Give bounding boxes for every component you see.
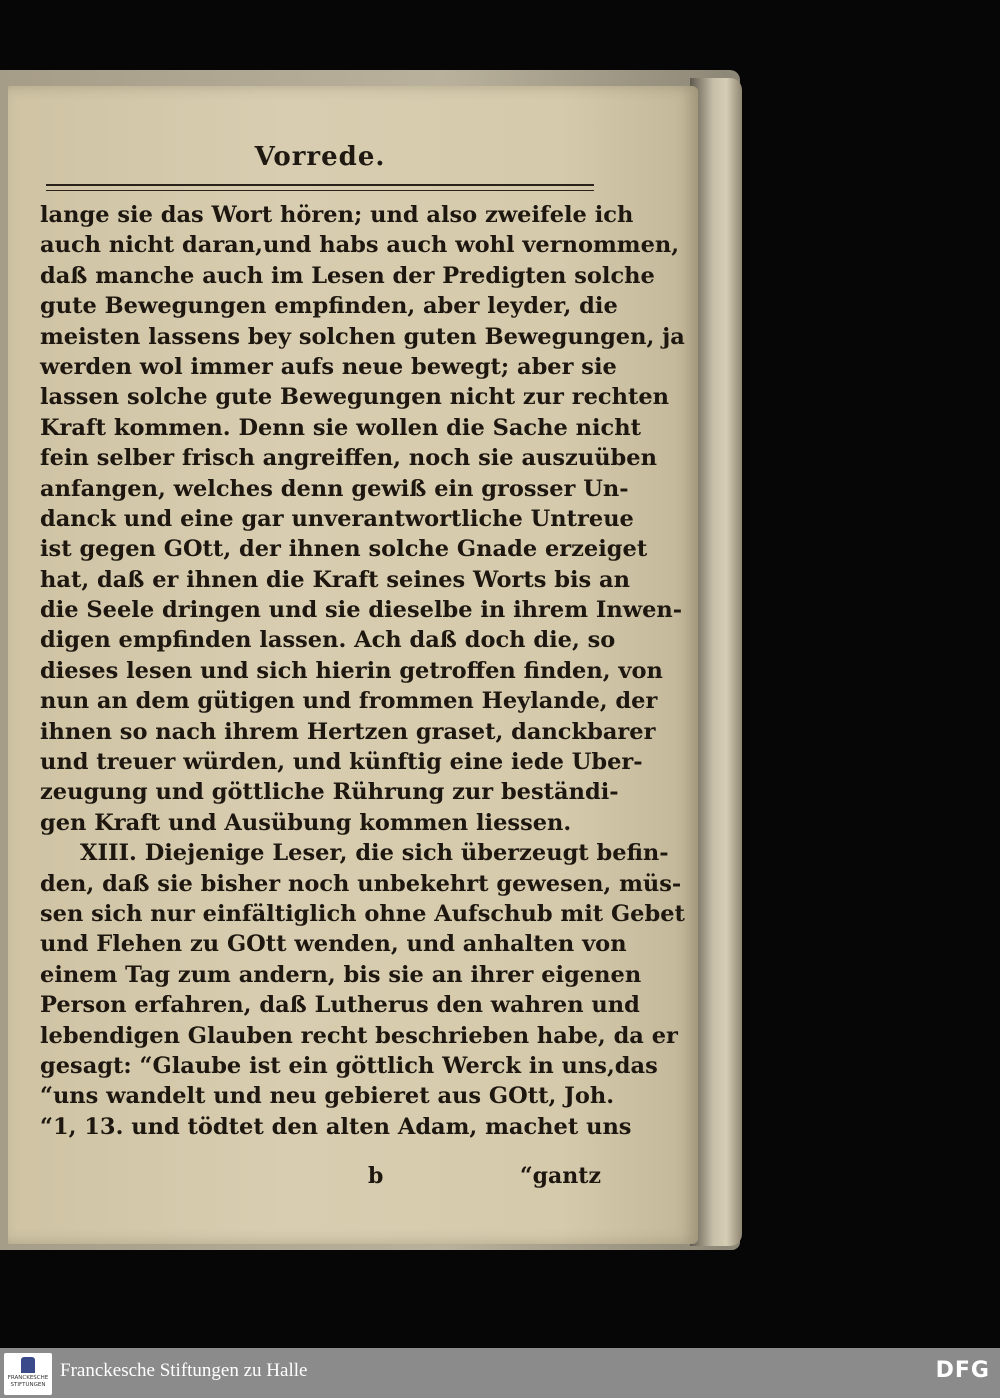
text-line: nun an dem gütigen und frommen Heylande, der: [40, 688, 658, 715]
text-line: fein selber frisch angreiffen, noch sie auszuüben: [40, 445, 657, 472]
text-line: meisten lassens bey solchen guten Bewegungen, ja: [40, 323, 685, 350]
text-line: auch nicht daran,und habs auch wohl vernommen,: [40, 232, 680, 259]
text-line: den, daß sie bisher noch unbekehrt gewesen, müs-: [40, 870, 682, 897]
text-line: Kraft kommen. Denn sie wollen die Sache nicht: [40, 414, 641, 441]
text-line: dieses lesen und sich hierin getroffen finden, von: [40, 657, 663, 684]
text-line: zeugung und göttliche Rührung zur beständi-: [40, 779, 619, 806]
text-line: und treuer würden, und künftig eine iede Uber-: [40, 749, 643, 776]
text-line: hat, daß er ihnen die Kraft seines Worts bis an: [40, 566, 630, 593]
text-line: ihnen so nach ihrem Hertzen graset, danckbarer: [40, 718, 656, 745]
institution-logo[interactable]: [4, 1353, 52, 1395]
text-line: daß manche auch im Lesen der Predigten solche: [40, 262, 655, 289]
text-line: lassen solche gute Bewegungen nicht zur rechten: [40, 384, 670, 411]
running-head: Vorrede.: [254, 142, 386, 172]
text-line: ist gegen GOtt, der ihnen solche Gnade erzeiget: [40, 536, 648, 563]
text-line: digen empfinden lassen. Ach daß doch die, so: [40, 627, 616, 654]
text-line: lange sie das Wort hören; und also zweifele ich: [40, 202, 634, 228]
text-line: gesagt: “Glaube ist ein göttlich Werck in uns,das: [40, 1052, 658, 1079]
institution-name[interactable]: Franckesche Stiftungen zu Halle: [60, 1360, 308, 1381]
text-line: die Seele dringen und sie dieselbe in ihrem Inwen-: [40, 597, 683, 624]
text-line: Person erfahren, daß Lutherus den wahren und: [40, 992, 640, 1019]
dfg-logo[interactable]: DFG: [935, 1358, 990, 1383]
text-line: sen sich nur einfältiglich ohne Aufschub mit Gebet: [40, 900, 685, 927]
logo-text: FRANCKESCHE STIFTUNGEN: [7, 1375, 49, 1388]
text-line: “1, 13. und tödtet den alten Adam, machet uns: [40, 1113, 632, 1140]
text-line: einem Tag zum andern, bis sie an ihrer eigenen: [40, 961, 642, 988]
text-line: lebendigen Glauben recht beschrieben habe, da er: [40, 1022, 678, 1049]
text-line: danck und eine gar unverantwortliche Untreue: [40, 505, 634, 532]
footer-bar: [0, 1348, 1000, 1398]
text-line: gen Kraft und Ausübung kommen liessen.: [40, 809, 572, 836]
building-icon: [21, 1357, 35, 1373]
text-line: gute Bewegungen empfinden, aber leyder, die: [40, 293, 618, 320]
body-text: [40, 200, 685, 1142]
text-line: und Flehen zu GOtt wenden, und anhalten von: [40, 931, 627, 958]
text-line: “uns wandelt und neu gebieret aus GOtt, Joh.: [40, 1083, 615, 1110]
signature-mark: b: [368, 1163, 384, 1189]
text-line: werden wol immer aufs neue bewegt; aber sie: [40, 353, 617, 380]
text-line: XIII. Diejenige Leser, die sich überzeugt befin-: [80, 840, 669, 867]
catchword: “gantz: [520, 1163, 601, 1189]
text-line: anfangen, welches denn gewiß ein grosser Un-: [40, 475, 629, 502]
head-rule: [46, 184, 594, 191]
